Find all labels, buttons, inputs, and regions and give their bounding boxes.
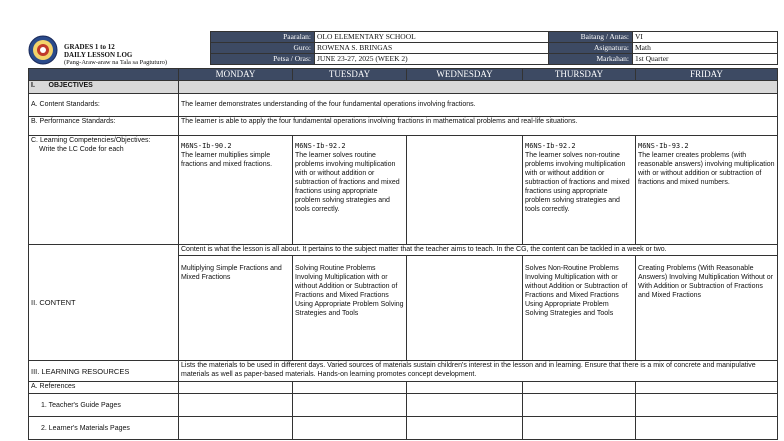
asignatura-label: Asignatura: (549, 43, 633, 54)
tuesday-lc-code: M6NS-Ib-92.2 (295, 142, 346, 150)
header-info-table (210, 31, 778, 65)
thursday-lc-code: M6NS-Ib-92.2 (525, 142, 576, 150)
guro-label: Guro: (211, 43, 315, 54)
markahan-label: Markahan: (549, 54, 633, 65)
content-standards-label: A. Content Standards: (29, 94, 179, 117)
monday-lc-text: The learner multiplies simple fractions and mixed fractions. (181, 152, 273, 168)
friday-competency (636, 136, 778, 245)
tuesday-competency (293, 136, 407, 245)
content-note: Content is what the lesson is all about. It pertains to the subject matter that the teacher aims to teach. In the CG, the content can be tackled in a week or two. (179, 245, 778, 256)
paaralan-value: OLO ELEMENTARY SCHOOL (315, 32, 549, 43)
thursday-competency (523, 136, 636, 245)
petsa-value: JUNE 23-27, 2025 (WEEK 2) (315, 54, 549, 65)
friday-content: Creating Problems (With Reasonable Answers) Involving Multiplication Without or With Addition or Subtraction of Fractions and Mixed Fractions (636, 256, 778, 361)
content-standards-text: The learner demonstrates understanding of the four fundamental operations involving fractions. (179, 94, 778, 117)
competencies-label-cell (29, 136, 179, 245)
wednesday-competency (407, 136, 523, 245)
competencies-label: C. Learning Competencies/Objectives: (31, 137, 151, 144)
day-wednesday: WEDNESDAY (407, 69, 523, 81)
day-thursday: THURSDAY (523, 69, 636, 81)
tuesday-lc-text: The learner solves routine problems involving multiplication with or without addition or subtraction of fractions and mixed fractions using appropriate problem solving strategies and tools correctly. (295, 152, 400, 213)
competencies-sub: Write the LC Code for each (39, 146, 124, 153)
title-filipino: (Pang-Araw-araw na Tala sa Pagtuturo) (64, 59, 168, 66)
lesson-grid (28, 68, 778, 440)
tuesday-content: Solving Routine Problems Involving Multiplication with or without Addition or Subtraction of Fractions and Mixed Fractions Using Appropriate Problem Solving Strategies and Tools (293, 256, 407, 361)
deped-seal-icon (28, 35, 58, 65)
performance-standards-label: B. Performance Standards: (29, 117, 179, 136)
references-label: A. References (29, 382, 179, 394)
resources-label: III. LEARNING RESOURCES (29, 361, 179, 382)
document-title (64, 43, 167, 67)
baitang-label: Baitang / Antas: (549, 32, 633, 43)
guro-value: ROWENA S. BRINGAS (315, 43, 549, 54)
title-dll: DAILY LESSON LOG (64, 51, 133, 59)
monday-competency (179, 136, 293, 245)
objectives-heading: I. OBJECTIVES (29, 81, 179, 94)
content-label: II. CONTENT (29, 245, 179, 361)
paaralan-label: Paaralan: (211, 32, 315, 43)
performance-standards-text: The learner is able to apply the four fundamental operations involving fractions in mathematical problems and real-life situations. (179, 117, 778, 136)
thursday-content: Solves Non-Routine Problems Involving Multiplication with or without Addition or Subtraction of Fractions and Mixed Fractions Using Appropriate Problem Solving Strategies and Tools (523, 256, 636, 361)
petsa-label: Petsa / Oras: (211, 54, 315, 65)
day-tuesday: TUESDAY (293, 69, 407, 81)
day-friday: FRIDAY (636, 69, 778, 81)
markahan-value: 1st Quarter (633, 54, 778, 65)
resources-note: Lists the materials to be used in different days. Varied sources of materials sustain children's interest in the lesson and in learning. Ensure that there is a mix of concrete and manipulative materials as well as paper-based materials. Hands-on learning promotes concept development. (179, 361, 778, 382)
thursday-lc-text: The learner solves non-routine problems involving multiplication with or without addition or subtraction of fractions and mixed fractions using appropriate problem solving strategies and tools correctly. (525, 152, 630, 213)
baitang-value: VI (633, 32, 778, 43)
title-grades: GRADES 1 to 12 (64, 43, 115, 51)
teachers-guide-label: 1. Teacher's Guide Pages (29, 394, 179, 417)
friday-lc-code: M6NS-Ib-93.2 (638, 142, 689, 150)
friday-lc-text: The learner creates problems (with reasonable answers) involving multiplication with or without addition or subtraction of fractions and mixed numbers. (638, 152, 775, 186)
wednesday-content (407, 256, 523, 361)
day-monday: MONDAY (179, 69, 293, 81)
monday-lc-code: M6NS-Ib-90.2 (181, 142, 232, 150)
monday-content: Multiplying Simple Fractions and Mixed Fractions (179, 256, 293, 361)
asignatura-value: Math (633, 43, 778, 54)
learners-materials-label: 2. Learner's Materials Pages (29, 417, 179, 440)
